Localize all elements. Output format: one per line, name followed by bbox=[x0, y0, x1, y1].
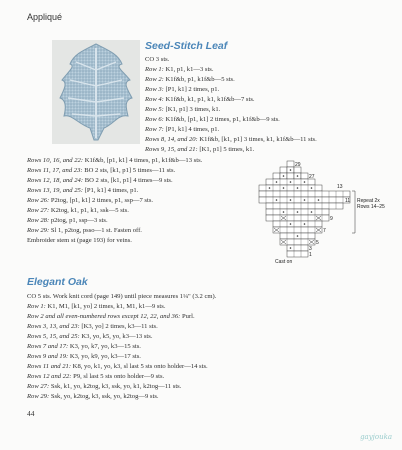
leaf-line: Row 1: K1, p1, k1—3 sts. bbox=[145, 66, 214, 73]
leaf-line: Row 4: K1f&b, k1, p1, k1, k1f&b—7 sts. bbox=[145, 96, 255, 103]
oak-line: Row 2 and all even-numbered rows except 12, 22, and 36: Purl. bbox=[27, 313, 195, 320]
chart-label-27: 27 bbox=[309, 174, 315, 180]
chart-repeat-rows-label: Rows 14–25 bbox=[357, 204, 385, 210]
chart-label-11: 11 bbox=[345, 198, 351, 204]
leaf-line: Row 6: K1f&b, [p1, k1] 2 times, p1, k1f&b—9 sts. bbox=[145, 116, 280, 123]
oak-line: Rows 3, 13, and 23: [K3, yo] 2 times, k3—11 sts. bbox=[27, 323, 158, 330]
leaf-line: Row 3: [P1, k1] 2 times, p1. bbox=[145, 86, 220, 93]
leaf-line: Rows 8, 14, and 20: K1f&b, [k1, p1] 3 times, k1, k1f&b—11 sts. bbox=[145, 136, 317, 143]
leaf-line: Row 28: p2tog, p1, ssp—3 sts. bbox=[27, 217, 108, 224]
chart-label-9: 9 bbox=[330, 216, 333, 222]
leaf-line: Row 29: Sl 1, p2tog, psso—1 st. Fasten off. bbox=[27, 227, 142, 234]
chart-label-7: 7 bbox=[323, 228, 326, 234]
oak-line: Rows 11 and 21: K8, yo, k1, yo, k3, sl last 5 sts onto holder—14 sts. bbox=[27, 363, 208, 370]
seed-stitch-leaf-photo bbox=[52, 40, 140, 144]
chart-repeat-label: Repeat 2x bbox=[357, 198, 380, 204]
oak-line: Row 29: Ssk, yo, k2tog, k3, ssk, yo, k2tog—9 sts. bbox=[27, 393, 159, 400]
leaf-knitting-chart bbox=[257, 157, 385, 267]
watermark: gayjouka bbox=[360, 433, 392, 441]
leaf-line: Row 26: P2tog, [p1, k1] 2 times, p1, ssp—7 sts. bbox=[27, 197, 154, 204]
leaf-line: Rows 9, 15, and 21: [K1, p1] 5 times, k1. bbox=[145, 146, 255, 153]
oak-line: Rows 12 and 22: P9, sl last 5 sts onto holder—9 sts. bbox=[27, 373, 165, 380]
chart-label-29: 29 bbox=[295, 162, 301, 168]
chart-label-5: 5 bbox=[316, 240, 319, 246]
elegant-oak-title: Elegant Oak bbox=[27, 276, 88, 288]
leaf-line: Row 2: K1f&b, p1, k1f&b—5 sts. bbox=[145, 76, 235, 83]
seed-stitch-leaf-title: Seed-Stitch Leaf bbox=[145, 40, 228, 52]
chart-cast-on-label: Cast on bbox=[275, 259, 293, 265]
chart-label-1: 1 bbox=[309, 252, 312, 258]
leaf-line: Rows 11, 17, and 23: BO 2 sts, [k1, p1] 5 times—11 sts. bbox=[27, 167, 176, 174]
leaf-line: Embroider stem st (page 193) for veins. bbox=[27, 237, 132, 244]
chart-label-13: 13 bbox=[337, 184, 343, 190]
oak-line: Row 1: K1, M1, [k1, yo] 2 times, k1, M1, k1—9 sts. bbox=[27, 303, 166, 310]
oak-line: Rows 5, 15, and 25: K3, yo, k5, yo, k3—13 sts. bbox=[27, 333, 153, 340]
leaf-line: Row 27: K2tog, k1, p1, k1, ssk—5 sts. bbox=[27, 207, 129, 214]
running-header: Appliqué bbox=[27, 12, 63, 22]
leaf-line: Row 7: [P1, k1] 4 times, p1. bbox=[145, 126, 220, 133]
leaf-line: Rows 10, 16, and 22: K1f&b, [p1, k1] 4 times, p1, k1f&b—13 sts. bbox=[27, 157, 203, 164]
oak-line: Row 27: Ssk, k1, yo, k2tog, k3, ssk, yo, k1, k2tog—11 sts. bbox=[27, 383, 182, 390]
leaf-line: CO 3 sts. bbox=[145, 56, 170, 63]
chart-label-3: 3 bbox=[309, 246, 312, 252]
oak-line: CO 5 sts. Work knit cord (page 149) until piece measures 1¼" (3.2 cm). bbox=[27, 293, 217, 300]
oak-line: Rows 7 and 17: K3, yo, k7, yo, k3—15 sts. bbox=[27, 343, 141, 350]
leaf-line: Row 5: [K1, p1] 3 times, k1. bbox=[145, 106, 221, 113]
oak-line: Rows 9 and 19: K3, yo, k9, yo, k3—17 sts. bbox=[27, 353, 141, 360]
leaf-line: Rows 13, 19, and 25: [P1, k1] 4 times, p1. bbox=[27, 187, 139, 194]
page-number: 44 bbox=[27, 409, 35, 418]
leaf-line: Rows 12, 18, and 24: BO 2 sts, [k1, p1] 4 times—9 sts. bbox=[27, 177, 173, 184]
